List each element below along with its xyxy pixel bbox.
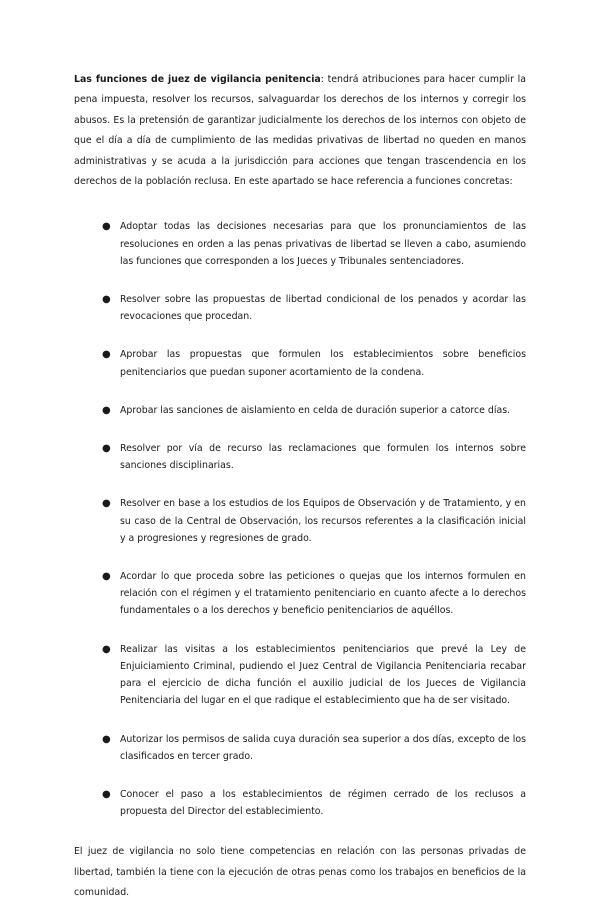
list-item (74, 641, 526, 710)
document-body (74, 70, 526, 904)
list-item-text: Autorizar los permisos de salida cuya duración sea superior a dos días, excepto de los clasificados en tercer grado. (120, 733, 526, 762)
closing-paragraph: El juez de vigilancia no solo tiene competencias en relación con las personas privadas de libertad, también la tiene con la ejecución de otras penas como los trabajos en beneficios de la comunidad. (74, 846, 526, 899)
list-item-text: Realizar las visitas a los establecimientos penitenciarios que prevé la Ley de Enjuiciamiento Criminal, pudiendo el Juez Central de Vigilancia Penitenciaria recabar para el ejercicio de dicha función el auxilio judicial de los Jueces de Vigilancia Penitenciaria del lugar en el que radique el establecimiento que ha de ser visitado. (120, 643, 526, 707)
list-item-text: Acordar lo que proceda sobre las peticiones o quejas que los internos formulen en relación con el régimen y el tratamiento penitenciario en cuanto afecte a lo derechos fundamentales o a los derechos y beneficio penitenciarios de aquéllos. (120, 571, 526, 617)
bullet-icon: ● (102, 404, 111, 416)
bullet-icon: ● (102, 294, 111, 306)
bullet-icon: ● (102, 733, 111, 745)
bullet-icon: ● (102, 788, 111, 800)
bullet-icon: ● (102, 349, 111, 361)
list-item-text: Aprobar las propuestas que formulen los establecimientos sobre beneficios penitenciarios que puedan suponer acortamiento de la condena. (120, 349, 526, 378)
list-item (74, 786, 526, 820)
list-item (74, 568, 526, 620)
list-item (74, 402, 526, 419)
list-item (74, 495, 526, 547)
list-item (74, 440, 526, 474)
intro-paragraph (74, 70, 526, 192)
list-item-text: Conocer el paso a los establecimientos de régimen cerrado de los reclusos a propuesta del Director del establecimiento. (120, 788, 526, 818)
list-item (74, 346, 526, 380)
bullet-icon: ● (102, 643, 111, 655)
list-item-text: Adoptar todas las decisiones necesarias para que los pronunciamientos de las resoluciones en orden a las penas privativas de libertad se lleven a cabo, asumiendo las funciones que corresponden a los Jueces y Tribunales sentenciadores. (120, 221, 526, 267)
functions-list (74, 218, 526, 820)
bullet-icon: ● (102, 443, 111, 455)
list-item-text: Aprobar las sanciones de aislamiento en celda de duración superior a catorce días. (120, 404, 511, 416)
list-item-text: Resolver por vía de recurso las reclamaciones que formulen los internos sobre sanciones disciplinarias. (120, 443, 526, 472)
bullet-icon: ● (102, 498, 111, 510)
list-item-text: Resolver sobre las propuestas de libertad condicional de los penados y acordar las revocaciones que procedan. (120, 294, 526, 323)
bullet-icon: ● (102, 571, 111, 583)
list-item (74, 291, 526, 325)
list-item-text: Resolver en base a los estudios de los Equipos de Observación y de Tratamiento, y en su caso de la Central de Observación, los recursos referentes a la clasificación inicial y a progresiones y regresiones de grado. (120, 498, 526, 544)
bullet-icon: ● (102, 221, 111, 233)
list-item (74, 731, 526, 765)
intro-bold-lead: Las funciones de juez de vigilancia penitencia (74, 74, 321, 85)
intro-text: : tendrá atribuciones para hacer cumplir la pena impuesta, resolver los recursos, salvaguardar los derechos de los internos y corregir los abusos. Es la pretensión de garantizar judicialmente los derechos de los internos con objeto de que el día a día de cumplimiento de las medidas privativas de libertad no queden en manos administrativas y se acuda a la jurisdicción para acciones que tengan trascendencia en los derechos de la población reclusa. En este apartado se hace referencia a funciones concretas: (74, 74, 526, 188)
list-item (74, 218, 526, 270)
